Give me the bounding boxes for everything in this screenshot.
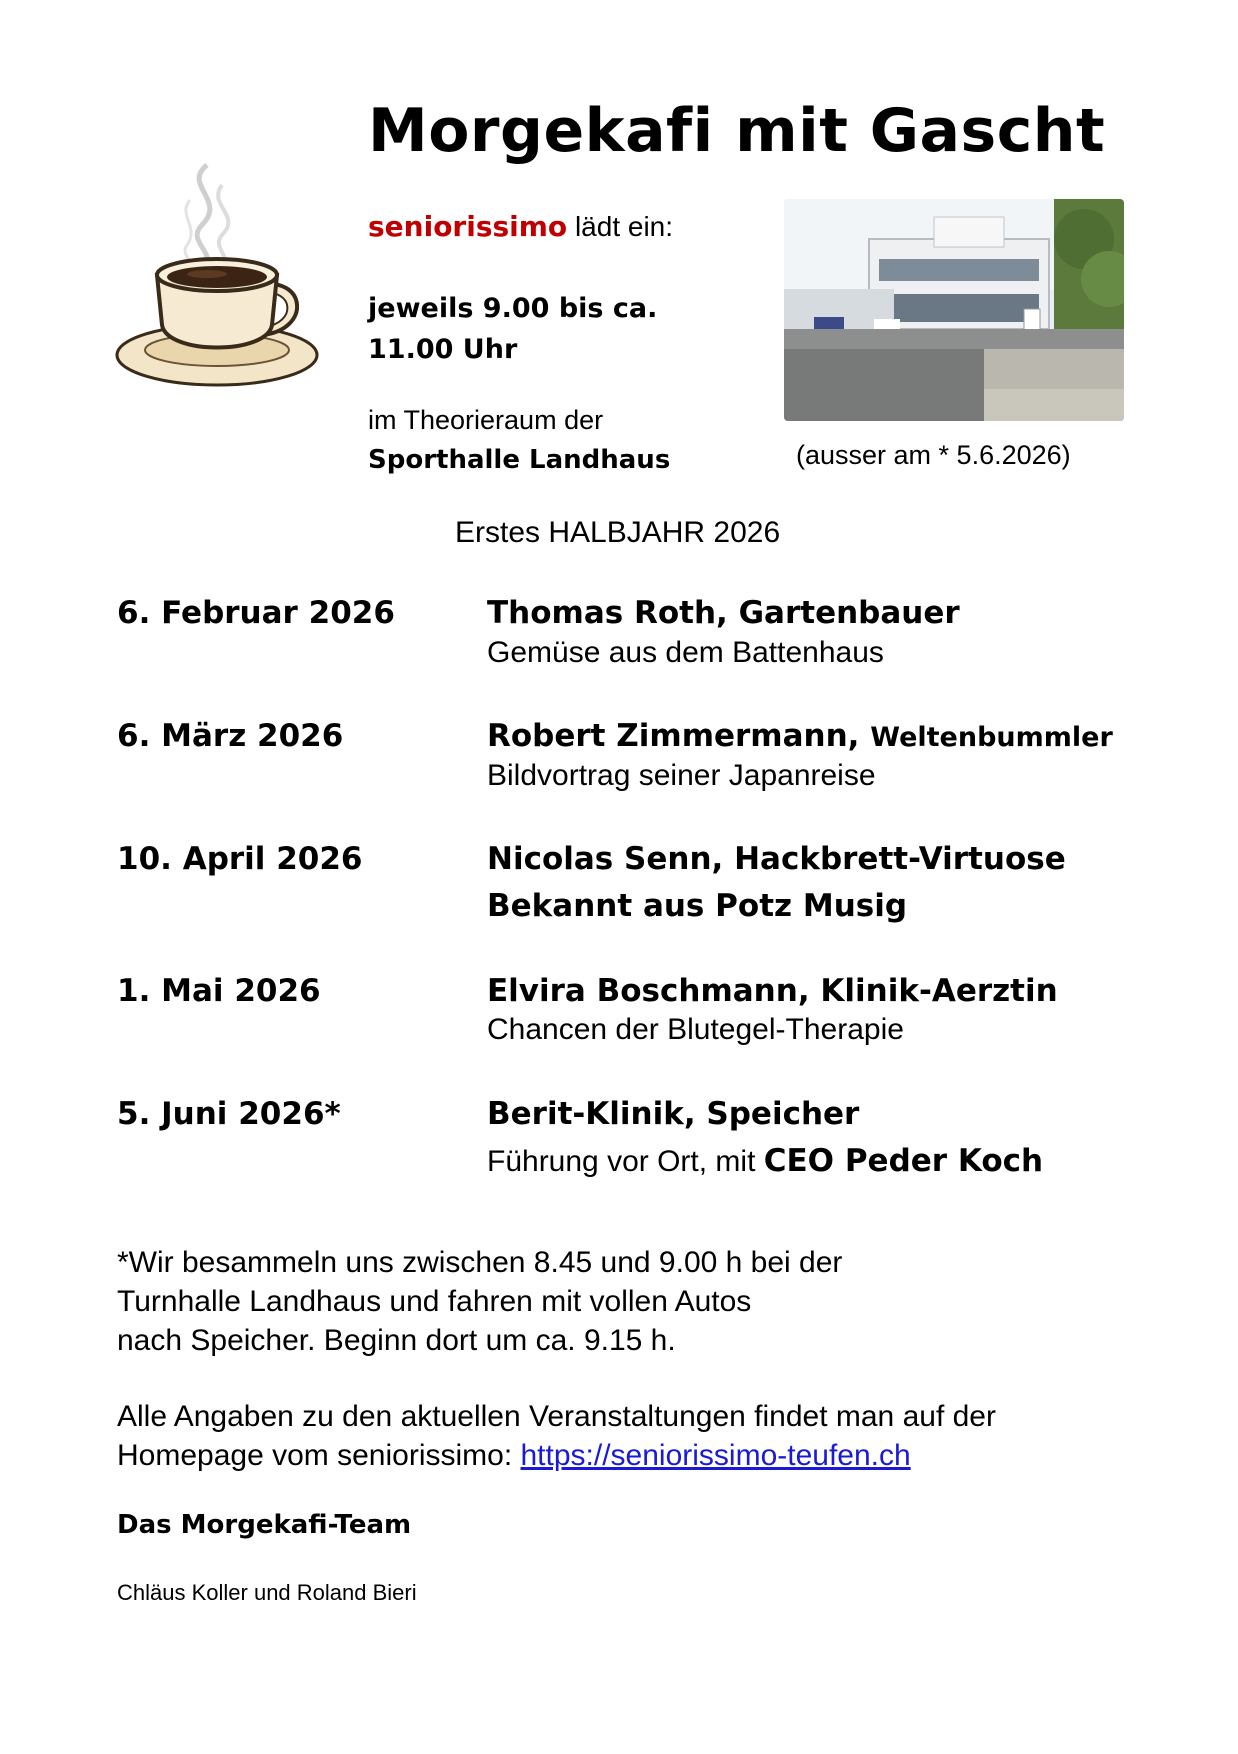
event-date: 5. Juni 2026* [117, 1096, 341, 1132]
event-topic: Chancen der Blutegel-Therapie [487, 1013, 904, 1046]
event-date: 6. Februar 2026 [117, 595, 395, 631]
exception-note: (ausser am * 5.6.2026) [796, 440, 1071, 470]
page-title: Morgekafi mit Gascht [368, 96, 1106, 166]
homepage-link[interactable]: https://seniorissimo-teufen.ch [520, 1439, 911, 1472]
event-topic-line [487, 1143, 1043, 1179]
meeting-note [117, 1243, 842, 1360]
event-speaker-role: Weltenbummler [870, 722, 1113, 753]
event-topic: Bildvortrag seiner Japanreise [487, 759, 876, 792]
venue-name: Sporthalle Landhaus [368, 445, 671, 475]
note-line-1: *Wir besammeln uns zwischen 8.45 und 9.00 h bei der [117, 1246, 843, 1279]
invitation-line [368, 210, 673, 243]
homepage-line-1: Alle Angaben zu den aktuellen Veranstaltungen findet man auf der [117, 1400, 996, 1433]
homepage-label: Homepage vom seniorissimo: [117, 1439, 513, 1472]
event-speaker: Robert Zimmermann, [487, 718, 860, 754]
note-line-2: Turnhalle Landhaus und fahren mit vollen Autos [117, 1285, 752, 1318]
building-photo [784, 199, 1124, 421]
event-topic: Gemüse aus dem Battenhaus [487, 636, 884, 669]
homepage-info [117, 1397, 996, 1475]
event-date: 1. Mai 2026 [117, 973, 321, 1009]
team-signature: Das Morgekafi-Team [117, 1510, 412, 1540]
place-line-1: im Theorieraum der [368, 405, 604, 435]
event-date: 6. März 2026 [117, 718, 344, 754]
brand-name: seniorissimo [368, 210, 568, 243]
event-speaker: Berit-Klinik, Speicher [487, 1096, 860, 1132]
event-speaker: Elvira Boschmann, Klinik-Aerztin [487, 973, 1058, 1009]
time-line-2: 11.00 Uhr [368, 334, 518, 365]
time-info [368, 288, 657, 370]
time-line-1: jeweils 9.00 bis ca. [368, 293, 658, 324]
event-speaker: Thomas Roth, Gartenbauer [487, 595, 960, 631]
event-speaker-line [487, 718, 1113, 754]
note-line-3: nach Speicher. Beginn dort um ca. 9.15 h. [117, 1324, 676, 1357]
event-date: 10. April 2026 [117, 841, 363, 877]
event-topic: Führung vor Ort, mit [487, 1145, 756, 1178]
period-heading: Erstes HALBJAHR 2026 [455, 516, 781, 549]
place-info [368, 400, 670, 480]
event-topic: Bekannt aus Potz Musig [487, 888, 908, 924]
coffee-cup-image [112, 155, 332, 405]
invite-text: lädt ein: [574, 211, 674, 242]
homepage-line-2 [117, 1436, 996, 1475]
team-members: Chläus Koller und Roland Bieri [117, 1580, 417, 1605]
event-topic-host: CEO Peder Koch [763, 1143, 1044, 1179]
event-speaker: Nicolas Senn, Hackbrett-Virtuose [487, 841, 1066, 877]
